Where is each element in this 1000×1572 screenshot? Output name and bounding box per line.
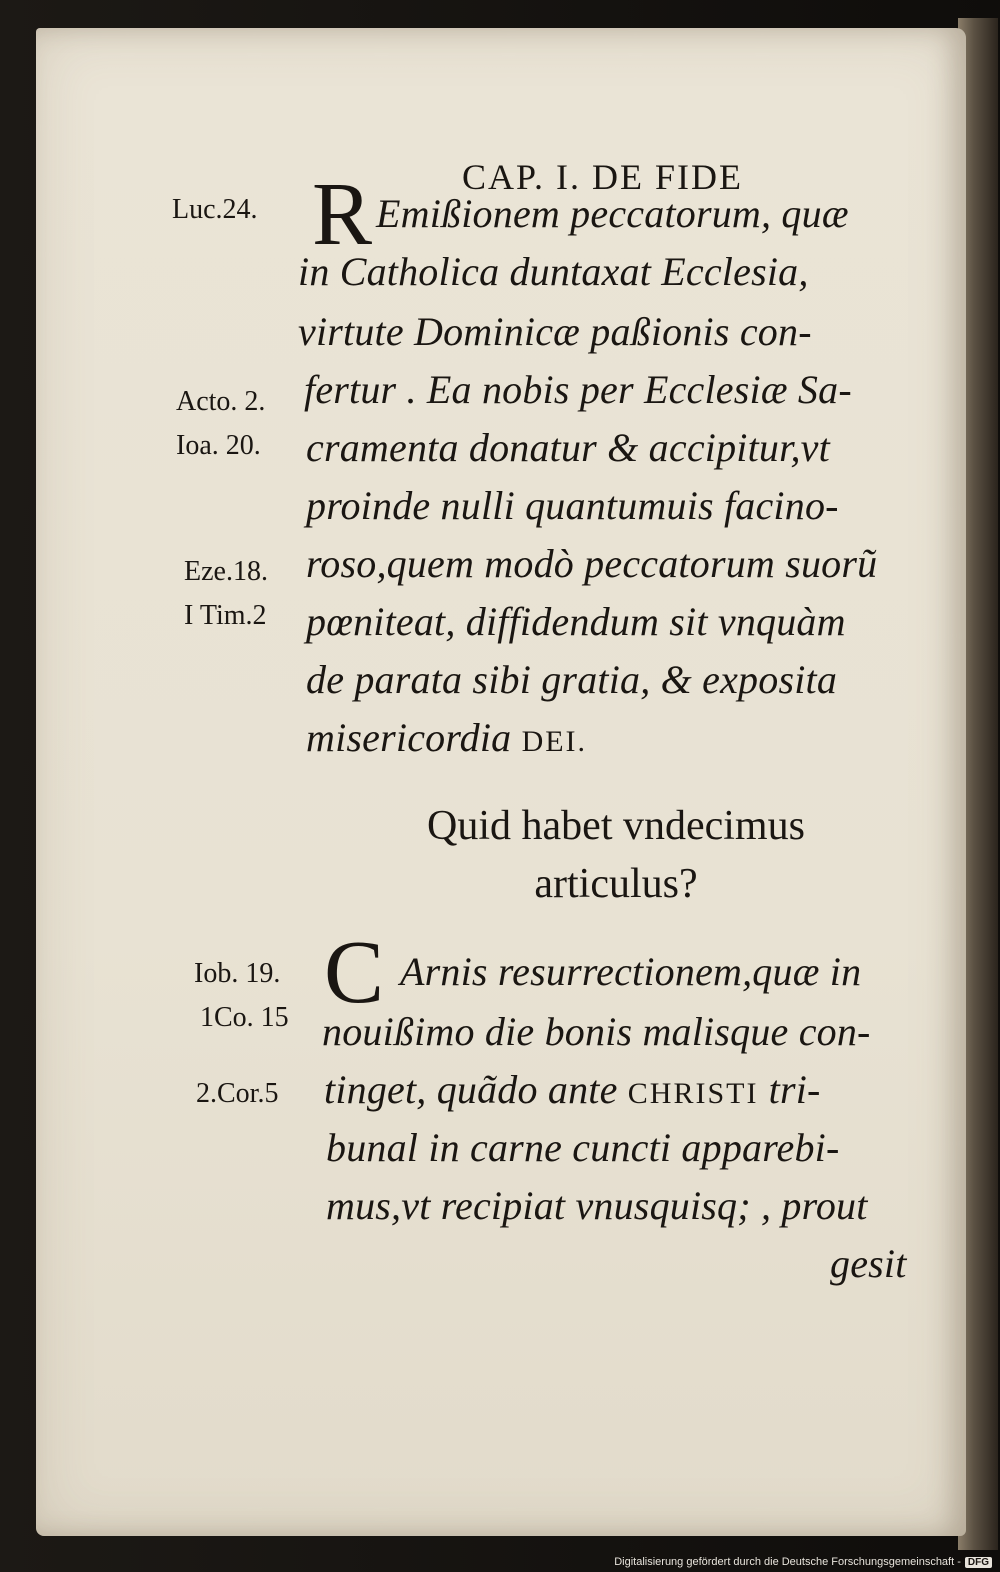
small-caps-word: CHRISTI — [627, 1077, 759, 1110]
margin-note: Acto. 2. — [176, 386, 266, 417]
text-line: in Catholica duntaxat Ecclesia, — [298, 249, 809, 294]
text-span: tinget, quãdo ante — [324, 1067, 618, 1112]
drop-cap: R — [312, 165, 373, 264]
margin-note: Luc.24. — [172, 194, 258, 225]
text-line — [324, 1066, 821, 1113]
text-line: roso,quem modò peccatorum suorũ — [306, 541, 878, 586]
small-caps-word: DEI. — [521, 725, 588, 758]
text-line: fertur . Ea nobis per Ecclesiæ Sa- — [304, 367, 852, 412]
text-span: misericordia — [306, 715, 512, 760]
text-line: Arnis resurrectionem,quæ in — [400, 949, 862, 994]
text-line: pœniteat, diffidendum sit vnquàm — [306, 599, 846, 644]
margin-note: Eze.18. — [184, 556, 268, 587]
section-heading-line: Quid habet vndecimus — [427, 803, 805, 849]
text-line: Emißionem peccatorum, quæ — [376, 191, 849, 236]
margin-note: Ioa. 20. — [176, 430, 261, 461]
text-line: mus,vt recipiat vnusquisq; , prout — [326, 1183, 868, 1228]
margin-note: 1Co. 15 — [200, 1002, 289, 1033]
text-line: de parata sibi gratia, & exposita — [306, 657, 838, 702]
text-line: cramenta donatur & accipitur,vt — [306, 425, 830, 470]
digitization-credit — [614, 1556, 992, 1568]
margin-note: Iob. 19. — [194, 958, 281, 989]
margin-note: 2.Cor.5 — [196, 1078, 279, 1109]
text-line — [306, 714, 587, 761]
margin-note: I Tim.2 — [184, 600, 267, 631]
running-head: CAP. I. DE FIDE — [462, 157, 744, 197]
text-span: tri- — [768, 1067, 821, 1112]
dfg-logo: DFG — [965, 1557, 992, 1568]
text-line: virtute Dominicæ paßionis con- — [298, 309, 812, 354]
book-page — [36, 28, 966, 1536]
credit-text: Digitalisierung gefördert durch die Deutsche Forschungsgemeinschaft - — [614, 1556, 961, 1568]
drop-cap: C — [324, 923, 385, 1022]
text-line: bunal in carne cuncti apparebi- — [326, 1125, 840, 1170]
catchword: gesit — [830, 1241, 907, 1286]
section-heading-line: articulus? — [534, 861, 698, 907]
text-line: nouißimo die bonis malisque con- — [322, 1009, 871, 1054]
text-line: proinde nulli quantumuis facino- — [306, 483, 839, 528]
